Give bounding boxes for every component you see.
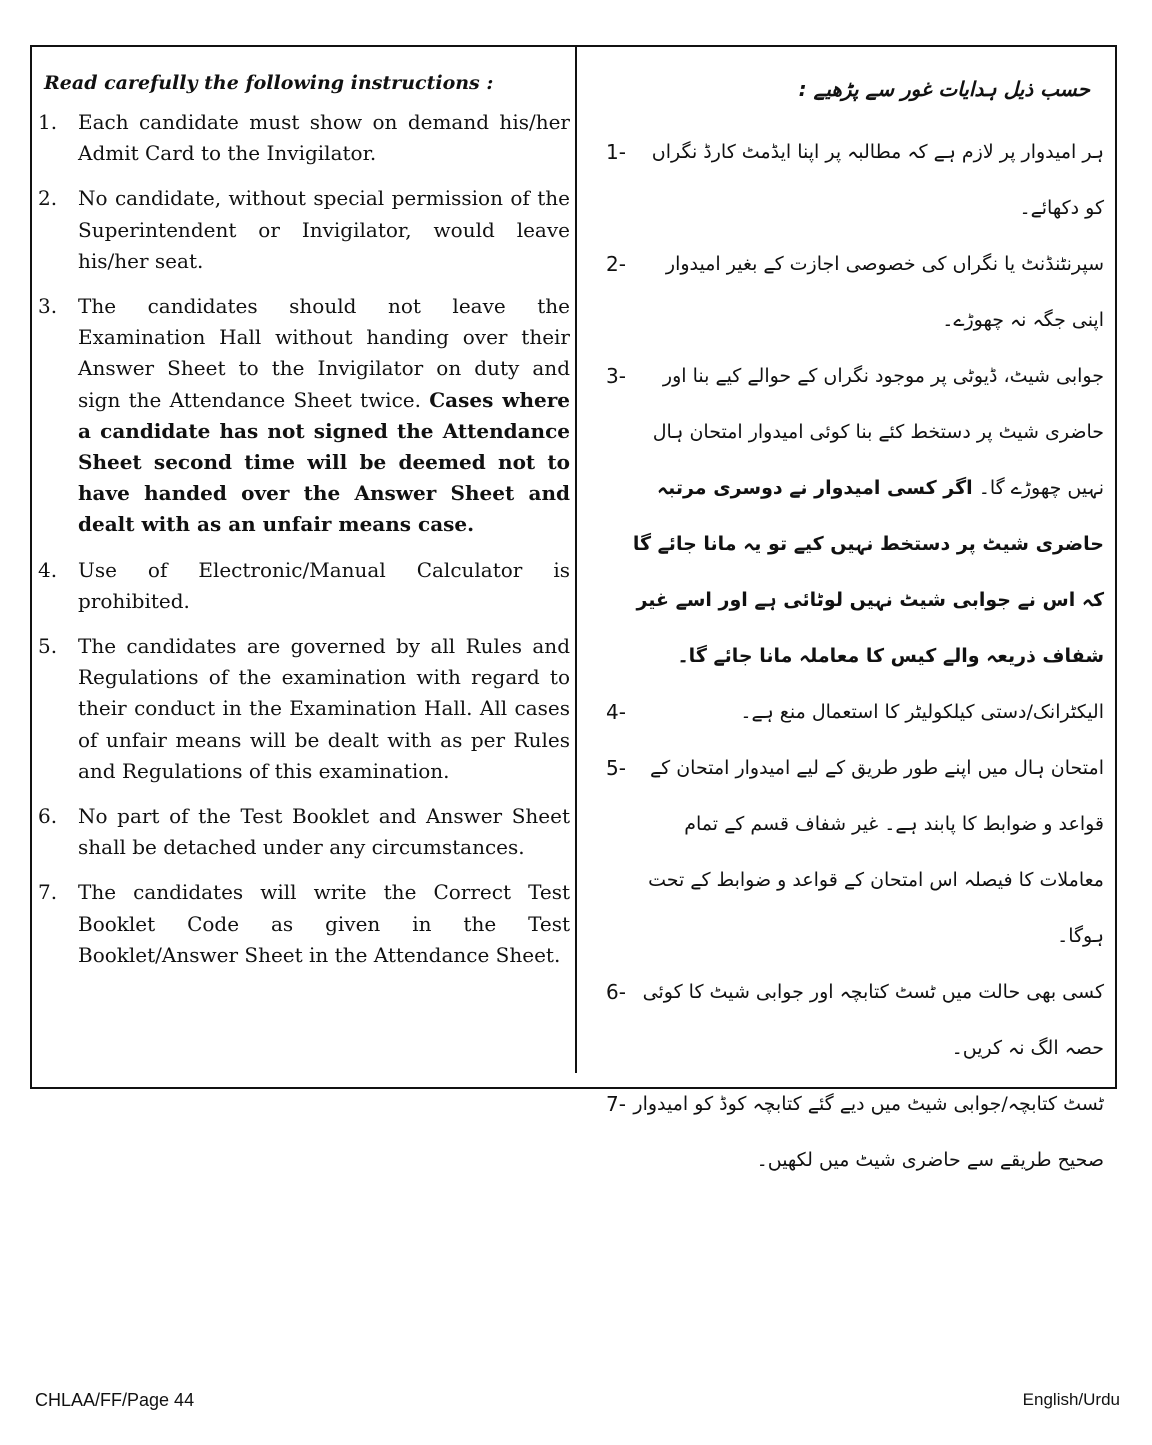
- item-text: جوابی شیٹ، ڈیوٹی پر موجود نگراں کے حوالے کیے بنا اور حاضری شیٹ پر دستخط کئے بنا کوئی امیدوار امتحان ہال نہیں چھوڑے گا۔: [652, 365, 1104, 499]
- item-number: 4-: [606, 700, 626, 724]
- item-text: کسی بھی حالت میں ٹسٹ کتابچہ اور جوابی شیٹ کا کوئی حصہ الگ نہ کریں۔: [642, 981, 1104, 1059]
- item-number: 7-: [606, 1092, 626, 1116]
- page-code: CHLAA/FF/Page 44: [35, 1390, 195, 1410]
- english-item-5: [38, 631, 570, 787]
- language-label: English/Urdu: [1022, 1390, 1120, 1409]
- english-item-7: [38, 877, 570, 971]
- item-text: No part of the Test Booklet and Answer Sheet shall be detached under any circumstances.: [78, 804, 570, 860]
- english-heading: Read carefully the following instructions :: [44, 72, 494, 94]
- item-number: 1-: [606, 140, 626, 164]
- english-item-6: [38, 801, 570, 863]
- item-number: 2.: [38, 186, 58, 211]
- item-number: 5-: [606, 756, 626, 780]
- item-text: امتحان ہال میں اپنے طور طریق کے لیے امیدوار امتحان کے قواعد و ضوابط کا پابند ہے۔ غیر شفاف قسم کے تمام معاملات کا فیصلہ اس امتحان کے قواعد و ضوابط کے تحت ہوگا۔: [648, 757, 1104, 947]
- urdu-item-6: [588, 964, 1104, 1076]
- item-number: 3.: [38, 294, 58, 319]
- item-text-bold: Cases where a candidate has not signed the Attendance Sheet second time will be deemed not to have handed over the Answer Sheet and dealt with as an unfair means case.: [78, 387, 571, 537]
- english-item-1: [38, 107, 570, 169]
- item-text-wrapper: [630, 348, 1104, 684]
- item-text: The candidates should not leave the Examination Hall without handing over their Answer Sheet to the Invigilator on duty and sign the Attendance Sheet twice.: [78, 294, 570, 412]
- item-text: The candidates are governed by all Rules and Regulations of the examination with regard to their conduct in the Examination Hall. All cases of unfair means will be dealt with as per Rules and Regulations of this examination.: [78, 634, 570, 783]
- item-text: ٹسٹ کتابچہ/جوابی شیٹ میں دیے گئے کتابچہ کوڈ کو امیدوار صحیح طریقے سے حاضری شیٹ میں لکھیں۔: [633, 1093, 1104, 1171]
- item-text: Each candidate must show on demand his/her Admit Card to the Invigilator.: [78, 110, 570, 166]
- item-text: The candidates will write the Correct Test Booklet Code as given in the Test Booklet/Answer Sheet in the Attendance Sheet.: [78, 880, 570, 967]
- urdu-item-3: [588, 348, 1104, 684]
- urdu-item-2: [588, 236, 1104, 348]
- item-number: 7.: [38, 880, 58, 905]
- english-item-3: [38, 291, 570, 541]
- item-text: No candidate, without special permission of the Superintendent or Invigilator, would leave his/her seat.: [78, 186, 570, 273]
- urdu-item-1: [588, 124, 1104, 236]
- item-text: سپرنٹنڈنٹ یا نگراں کی خصوصی اجازت کے بغیر امیدوار اپنی جگہ نہ چھوڑے۔: [665, 253, 1104, 331]
- item-number: 6-: [606, 980, 626, 1004]
- item-number: 4.: [38, 557, 58, 582]
- english-instructions: [38, 68, 570, 985]
- urdu-item-7: [588, 1076, 1104, 1188]
- urdu-item-4: [588, 684, 1104, 740]
- english-item-4: [38, 555, 570, 617]
- item-text: الیکٹرانک/دستی کیلکولیٹر کا استعمال منع ہے۔: [740, 701, 1104, 723]
- item-number: 1.: [38, 110, 58, 134]
- item-text-wrapper: [78, 291, 570, 541]
- english-item-2: [38, 183, 570, 277]
- item-number: 3-: [606, 364, 626, 388]
- item-number: 2-: [606, 252, 626, 276]
- urdu-item-5: [588, 740, 1104, 964]
- item-text: ہر امیدوار پر لازم ہے کہ مطالبہ پر اپنا ایڈمٹ کارڈ نگراں کو دکھائے۔: [651, 141, 1104, 219]
- item-text-bold: اگر کسی امیدوار نے دوسری مرتبہ حاضری شیٹ پر دستخط نہیں کیے تو یہ مانا جائے گا کہ اس نے جوابی شیٹ نہیں لوٹائی ہے اور اسے غیر شفاف ذریعہ والے کیس کا معاملہ مانا جائے گا۔: [632, 477, 1104, 667]
- urdu-instructions: [588, 68, 1104, 1188]
- urdu-heading: حسب ذیل ہدایات غور سے پڑھیے :: [798, 77, 1090, 101]
- item-text: Use of Electronic/Manual Calculator is prohibited.: [78, 557, 570, 613]
- item-number: 5.: [38, 634, 58, 659]
- item-number: 6.: [38, 804, 58, 829]
- column-divider: [575, 45, 577, 1073]
